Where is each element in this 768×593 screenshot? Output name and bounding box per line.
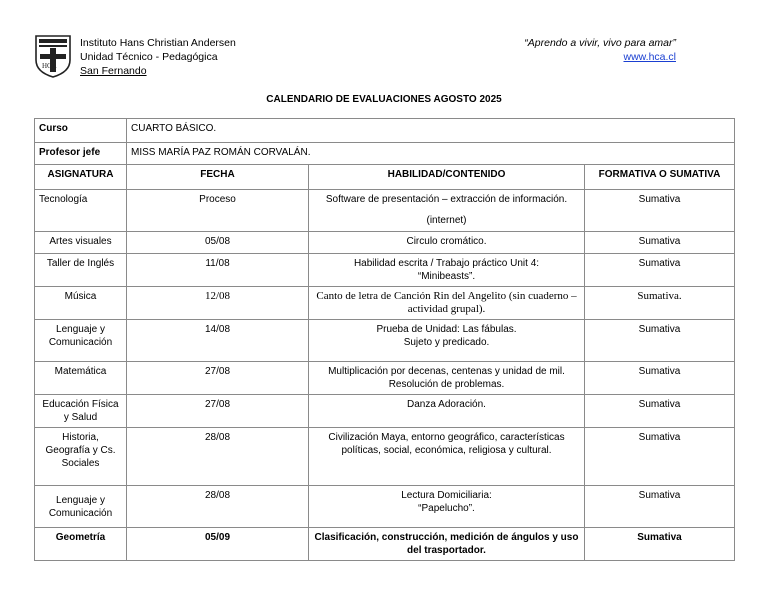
type-cell: Sumativa <box>585 254 735 287</box>
content-cell: Civilización Maya, entorno geográfico, características políticas, social, económica, religiosa y cultural. <box>309 428 585 486</box>
content-line: Habilidad escrita / Trabajo práctico Unit 4: <box>353 258 540 269</box>
date-cell: Proceso <box>127 190 309 232</box>
subject-cell: Historia, Geografía y Cs. Sociales <box>35 428 127 486</box>
table-row <box>35 528 735 561</box>
content-cell: Circulo cromático. <box>309 232 585 254</box>
date-cell: 05/08 <box>127 232 309 254</box>
city-link[interactable]: San Fernando <box>80 65 147 77</box>
date-cell: 14/08 <box>127 320 309 362</box>
content-line: Lectura Domiciliaria: <box>401 490 492 501</box>
website-link[interactable]: www.hca.cl <box>623 51 676 63</box>
subject-cell: Lenguaje y Comunicación <box>35 486 127 528</box>
content-cell: Canto de letra de Canción Rin del Angelito (sin cuaderno – actividad grupal). <box>309 287 585 320</box>
table-row <box>35 254 735 287</box>
content-line: Resolución de problemas. <box>388 379 505 390</box>
table-row <box>35 486 735 528</box>
content-cell: Clasificación, construcción, medición de ángulos y uso del trasportador. <box>309 528 585 561</box>
content-cell <box>309 362 585 395</box>
content-line: Prueba de Unidad: Las fábulas. <box>376 324 517 335</box>
subject-cell: Matemática <box>35 362 127 395</box>
school-name: Instituto Hans Christian Andersen <box>80 37 236 49</box>
svg-text:HCA: HCA <box>42 62 57 70</box>
type-cell: Sumativa <box>585 428 735 486</box>
teacher-value: MISS MARÍA PAZ ROMÁN CORVALÁN. <box>127 143 735 165</box>
content-cell <box>309 254 585 287</box>
type-cell: Sumativa <box>585 190 735 232</box>
content-cell: Danza Adoración. <box>309 395 585 428</box>
content-line: Sujeto y predicado. <box>403 337 490 348</box>
table-row <box>35 320 735 362</box>
subject-cell: Lenguaje y Comunicación <box>35 320 127 362</box>
type-cell: Sumativa <box>585 395 735 428</box>
shield-crest-icon <box>34 34 72 78</box>
teacher-label: Profesor jefe <box>35 143 127 165</box>
content-cell <box>309 320 585 362</box>
content-line: Software de presentación – extracción de información. <box>325 194 568 205</box>
table-row <box>35 395 735 428</box>
subject-cell: Música <box>35 287 127 320</box>
type-cell: Sumativa <box>585 362 735 395</box>
subject-cell: Tecnología <box>35 190 127 232</box>
content-line: “Minibeasts”. <box>417 271 476 282</box>
table-header-row <box>35 165 735 190</box>
type-cell: Sumativa <box>585 320 735 362</box>
motto-block <box>470 36 676 64</box>
motto-text: “Aprendo a vivir, vivo para amar” <box>524 37 676 49</box>
date-cell: 05/09 <box>127 528 309 561</box>
table-row <box>35 232 735 254</box>
course-row <box>35 119 735 143</box>
column-header-type: FORMATIVA O SUMATIVA <box>585 165 735 190</box>
document-title: CALENDARIO DE EVALUACIONES AGOSTO 2025 <box>266 94 502 105</box>
subject-cell: Taller de Inglés <box>35 254 127 287</box>
column-header-subject: ASIGNATURA <box>35 165 127 190</box>
column-header-content: HABILIDAD/CONTENIDO <box>309 165 585 190</box>
school-block <box>80 36 236 78</box>
date-cell: 12/08 <box>127 287 309 320</box>
content-cell <box>309 486 585 528</box>
type-cell: Sumativa <box>585 486 735 528</box>
content-line: “Papelucho”. <box>418 503 475 514</box>
column-header-date: FECHA <box>127 165 309 190</box>
content-cell <box>309 190 585 232</box>
table-row <box>35 190 735 232</box>
date-cell: 28/08 <box>127 486 309 528</box>
type-cell: Sumativa. <box>585 287 735 320</box>
teacher-row <box>35 143 735 165</box>
school-unit: Unidad Técnico - Pedagógica <box>80 51 218 63</box>
subject-cell: Geometría <box>35 528 127 561</box>
table-row <box>35 362 735 395</box>
subject-cell: Educación Física y Salud <box>35 395 127 428</box>
content-line: Multiplicación por decenas, centenas y unidad de mil. <box>328 366 565 377</box>
table-row <box>35 287 735 320</box>
date-cell: 27/08 <box>127 395 309 428</box>
type-cell: Sumativa <box>585 232 735 254</box>
date-cell: 28/08 <box>127 428 309 486</box>
course-value: CUARTO BÁSICO. <box>127 119 735 143</box>
date-cell: 11/08 <box>127 254 309 287</box>
date-cell: 27/08 <box>127 362 309 395</box>
type-cell: Sumativa <box>585 528 735 561</box>
table-row <box>35 428 735 486</box>
content-line: (internet) <box>426 215 467 226</box>
evaluations-table <box>34 118 735 561</box>
course-label: Curso <box>35 119 127 143</box>
subject-cell: Artes visuales <box>35 232 127 254</box>
